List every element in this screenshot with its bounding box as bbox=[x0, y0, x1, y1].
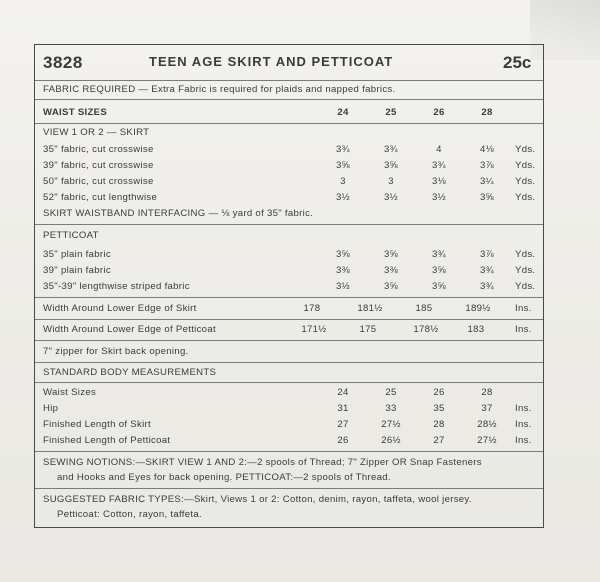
fabric-required-note bbox=[35, 82, 543, 98]
cell: 3⅝ bbox=[480, 192, 494, 203]
cell: 33 bbox=[385, 403, 397, 414]
cell: 27½ bbox=[477, 435, 497, 446]
interfacing-text: SKIRT WAISTBAND INTERFACING — ⅛ yard of 35" fabric. bbox=[43, 208, 314, 219]
notions-line: and Hooks and Eyes for back opening. PETTICOAT:—2 spools of Thread. bbox=[57, 472, 391, 483]
cell: 3 bbox=[388, 176, 394, 187]
unit: Yds. bbox=[515, 249, 536, 260]
body-heading bbox=[35, 365, 543, 381]
size-value: 28 bbox=[481, 107, 493, 118]
cell: 181½ bbox=[357, 303, 383, 314]
cell: 4⅛ bbox=[480, 144, 494, 155]
cell: 3⅝ bbox=[384, 281, 398, 292]
cell: 3½ bbox=[384, 192, 398, 203]
view-heading-text: VIEW 1 OR 2 — SKIRT bbox=[43, 127, 150, 138]
pattern-title: TEEN AGE SKIRT AND PETTICOAT bbox=[149, 54, 394, 69]
unit: Ins. bbox=[515, 435, 532, 446]
waist-sizes-row bbox=[35, 105, 543, 121]
zipper-note bbox=[35, 344, 543, 360]
cell: 3⅜ bbox=[336, 265, 350, 276]
row-label: 39" fabric, cut crosswise bbox=[43, 160, 154, 171]
view-heading bbox=[35, 125, 543, 141]
cell: 3⅝ bbox=[384, 249, 398, 260]
cell: 26 bbox=[337, 435, 349, 446]
row-label: Width Around Lower Edge of Skirt bbox=[43, 303, 197, 314]
cell: 3¾ bbox=[336, 144, 350, 155]
row-label: Waist Sizes bbox=[43, 387, 97, 398]
size-value: 26 bbox=[433, 107, 445, 118]
row-label: 35" fabric, cut crosswise bbox=[43, 144, 154, 155]
zipper-text: 7" zipper for Skirt back opening. bbox=[43, 346, 189, 357]
cell: 183 bbox=[467, 324, 485, 335]
table-row bbox=[35, 247, 543, 263]
fabric-types-line: Petticoat: Cotton, rayon, taffeta. bbox=[57, 509, 202, 520]
cell: 3¾ bbox=[432, 160, 446, 171]
cell: 3¾ bbox=[384, 144, 398, 155]
cell: 3⅜ bbox=[384, 265, 398, 276]
cell: 3⅝ bbox=[384, 160, 398, 171]
interfacing-note bbox=[35, 206, 543, 222]
cell: 27½ bbox=[381, 419, 401, 430]
cell: 3½ bbox=[336, 192, 350, 203]
cell: 27 bbox=[337, 419, 349, 430]
cell: 28 bbox=[433, 419, 445, 430]
size-value: 25 bbox=[385, 107, 397, 118]
unit: Yds. bbox=[515, 265, 536, 276]
cell: 3½ bbox=[336, 281, 350, 292]
cell: 3¾ bbox=[432, 249, 446, 260]
cell: 3 bbox=[340, 176, 346, 187]
suggested-fabric-types bbox=[43, 492, 538, 522]
cell: 25 bbox=[385, 387, 397, 398]
row-label: 35" plain fabric bbox=[43, 249, 111, 260]
row-label: Finished Length of Skirt bbox=[43, 419, 151, 430]
cell: 31 bbox=[337, 403, 349, 414]
unit: Ins. bbox=[515, 324, 532, 335]
cell: 178½ bbox=[413, 324, 439, 335]
table-row bbox=[35, 433, 543, 449]
petticoat-heading bbox=[35, 228, 543, 244]
row-label: 52" fabric, cut lengthwise bbox=[43, 192, 158, 203]
pattern-price: 25c bbox=[503, 53, 532, 72]
cell: 4 bbox=[436, 144, 442, 155]
cell: 185 bbox=[415, 303, 433, 314]
body-heading-text: STANDARD BODY MEASUREMENTS bbox=[43, 367, 217, 378]
table-row bbox=[35, 263, 543, 279]
unit: Yds. bbox=[515, 176, 536, 187]
cell: 28 bbox=[481, 387, 493, 398]
pattern-number: 3828 bbox=[43, 53, 83, 72]
petticoat-heading-text: PETTICOAT bbox=[43, 230, 99, 241]
width-petticoat-row bbox=[35, 322, 543, 338]
row-label: Hip bbox=[43, 403, 59, 414]
fabric-required-text: FABRIC REQUIRED — Extra Fabric is required for plaids and napped fabrics. bbox=[43, 84, 396, 95]
unit: Yds. bbox=[515, 144, 536, 155]
cell: 37 bbox=[481, 403, 493, 414]
cell: 175 bbox=[359, 324, 377, 335]
unit: Ins. bbox=[515, 419, 532, 430]
row-label: 50" fabric, cut crosswise bbox=[43, 176, 154, 187]
table-row bbox=[35, 190, 543, 206]
cell: 35 bbox=[433, 403, 445, 414]
cell: 3⅝ bbox=[432, 281, 446, 292]
yardage-chart bbox=[34, 44, 544, 528]
cell: 3¾ bbox=[480, 265, 494, 276]
cell: 27 bbox=[433, 435, 445, 446]
table-row bbox=[35, 174, 543, 190]
row-label: Finished Length of Petticoat bbox=[43, 435, 171, 446]
table-row bbox=[35, 142, 543, 158]
cell: 3⅝ bbox=[432, 265, 446, 276]
table-row bbox=[35, 417, 543, 433]
cell: 171½ bbox=[301, 324, 327, 335]
size-value: 24 bbox=[337, 107, 349, 118]
notions-line: SEWING NOTIONS:—SKIRT VIEW 1 AND 2:—2 spools of Thread; 7" Zipper OR Snap Fasteners bbox=[43, 457, 482, 468]
fabric-types-line: SUGGESTED FABRIC TYPES:—Skirt, Views 1 or 2: Cotton, denim, rayon, taffeta, wool jersey. bbox=[43, 494, 472, 505]
sewing-notions bbox=[43, 455, 538, 485]
table-row bbox=[35, 385, 543, 401]
unit: Yds. bbox=[515, 281, 536, 292]
cell: 26½ bbox=[381, 435, 401, 446]
cell: 178 bbox=[303, 303, 321, 314]
cell: 3⅛ bbox=[432, 176, 446, 187]
row-label: 39" plain fabric bbox=[43, 265, 111, 276]
unit: Ins. bbox=[515, 403, 532, 414]
table-row bbox=[35, 279, 543, 295]
cell: 3¼ bbox=[480, 176, 494, 187]
table-row bbox=[35, 158, 543, 174]
cell: 28½ bbox=[477, 419, 497, 430]
cell: 3⅞ bbox=[480, 249, 494, 260]
cell: 3⅝ bbox=[336, 249, 350, 260]
unit: Yds. bbox=[515, 192, 536, 203]
cell: 24 bbox=[337, 387, 349, 398]
row-label: Width Around Lower Edge of Petticoat bbox=[43, 324, 216, 335]
cell: 3¾ bbox=[480, 281, 494, 292]
cell: 3⅝ bbox=[336, 160, 350, 171]
unit: Ins. bbox=[515, 303, 532, 314]
table-row bbox=[35, 401, 543, 417]
waist-sizes-label: WAIST SIZES bbox=[43, 107, 108, 118]
cell: 3½ bbox=[432, 192, 446, 203]
unit: Yds. bbox=[515, 160, 536, 171]
cell: 189½ bbox=[465, 303, 491, 314]
width-skirt-row bbox=[35, 301, 543, 317]
cell: 26 bbox=[433, 387, 445, 398]
row-label: 35"-39" lengthwise striped fabric bbox=[43, 281, 190, 292]
cell: 3⅞ bbox=[480, 160, 494, 171]
